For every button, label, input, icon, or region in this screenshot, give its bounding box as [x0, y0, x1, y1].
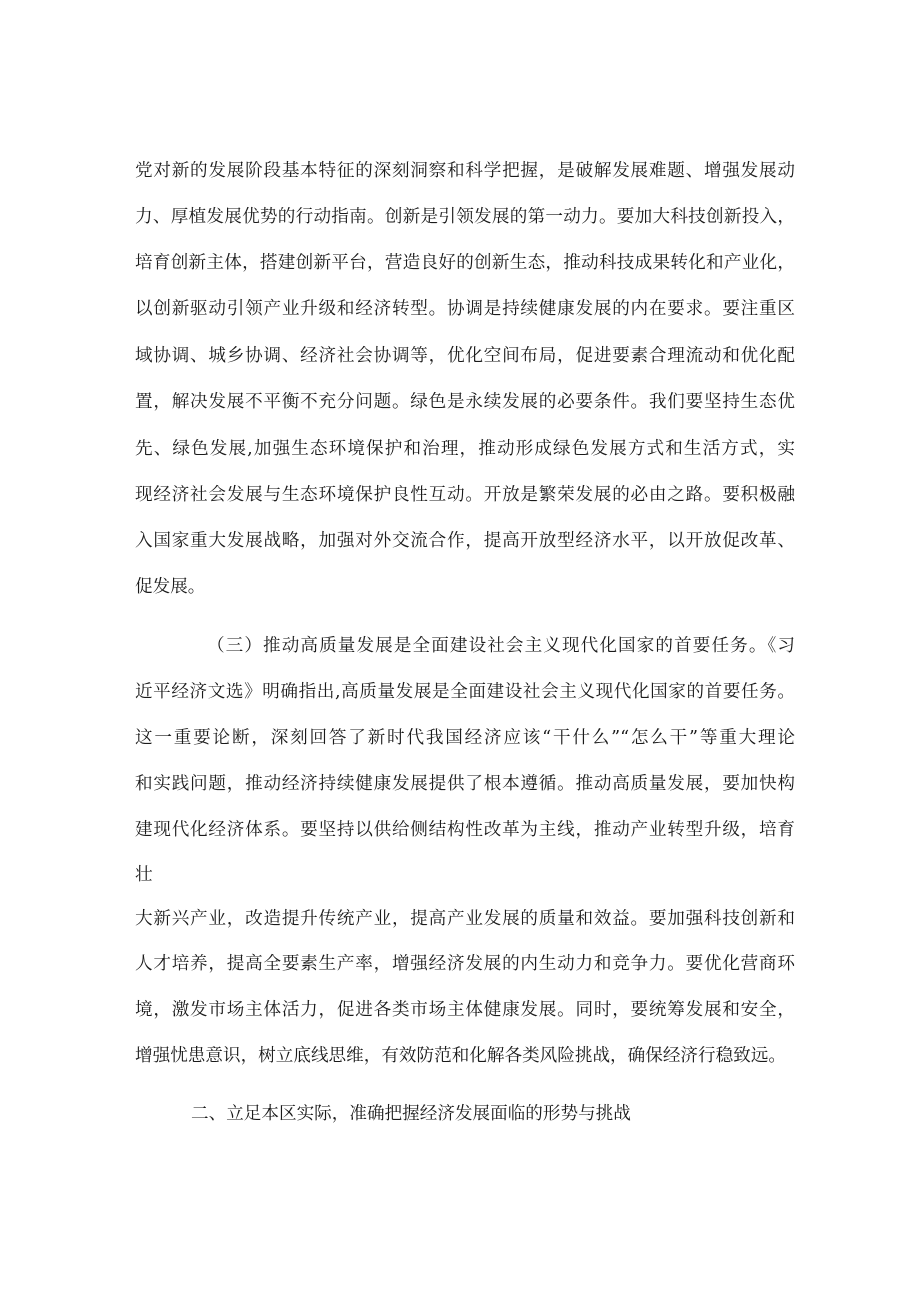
text-line: 近平经济文选》明确指出,高质量发展是全面建设社会主义现代化国家的首要任务。 [135, 682, 795, 702]
text-line: 增强忧患意识，树立底线思维，有效防范和化解各类风险挑战，确保经济行稳致远。 [135, 1046, 786, 1066]
text-line: 域协调、城乡协调、经济社会协调等，优化空间布局，促进要素合理流动和优化配 [135, 346, 795, 366]
text-line: 和实践问题，推动经济持续健康发展提供了根本遵循。推动高质量发展，要加快构 [135, 774, 795, 794]
text-line: 先、绿色发展,加强生态环境保护和治理，推动形成绿色发展方式和生活方式，实 [135, 439, 795, 459]
text-line: 大新兴产业，改造提升传统产业，提高产业发展的质量和效益。要加强科技创新和 [135, 909, 795, 929]
text-line: 培育创新主体，搭建创新平台，营造良好的创新生态，推动科技成果转化和产业化， [135, 253, 795, 273]
text-line: 壮 [135, 865, 153, 885]
text-line: 力、厚植发展优势的行动指南。创新是引领发展的第一动力。要加大科技创新投入， [135, 207, 795, 227]
text-line: 境，激发市场主体活力，促进各类市场主体健康发展。同时，要统筹发展和安全， [135, 1000, 795, 1020]
text-line: 建现代化经济体系。要坚持以供给侧结构性改革为主线，推动产业转型升级，培育 [135, 820, 795, 840]
text-line: 党对新的发展阶段基本特征的深刻洞察和科学把握，是破解发展难题、增强发展动 [135, 161, 795, 181]
text-line: （三）推动高质量发展是全面建设社会主义现代化国家的首要任务。《习 [207, 636, 795, 656]
text-line: 入国家重大发展战略，加强对外交流合作，提高开放型经济水平，以开放促改革、 [135, 531, 795, 551]
text-line: 这一重要论断，深刻回答了新时代我国经济应该“干什么”“怎么干”等重大理论 [135, 728, 795, 748]
section-heading: 二、立足本区实际，准确把握经济发展面临的形势与挑战 [191, 1104, 631, 1124]
text-line: 促发展。 [135, 577, 206, 597]
text-line: 置，解决发展不平衡不充分问题。绿色是永续发展的必要条件。我们要坚持生态优 [135, 392, 795, 412]
text-line: 现经济社会发展与生态环境保护良性互动。开放是繁荣发展的必由之路。要积极融 [135, 485, 795, 505]
text-line: 以创新驱动引领产业升级和经济转型。协调是持续健康发展的内在要求。要注重区 [135, 299, 795, 319]
text-line: 人才培养，提高全要素生产率，增强经济发展的内生动力和竞争力。要优化营商环 [135, 954, 795, 974]
